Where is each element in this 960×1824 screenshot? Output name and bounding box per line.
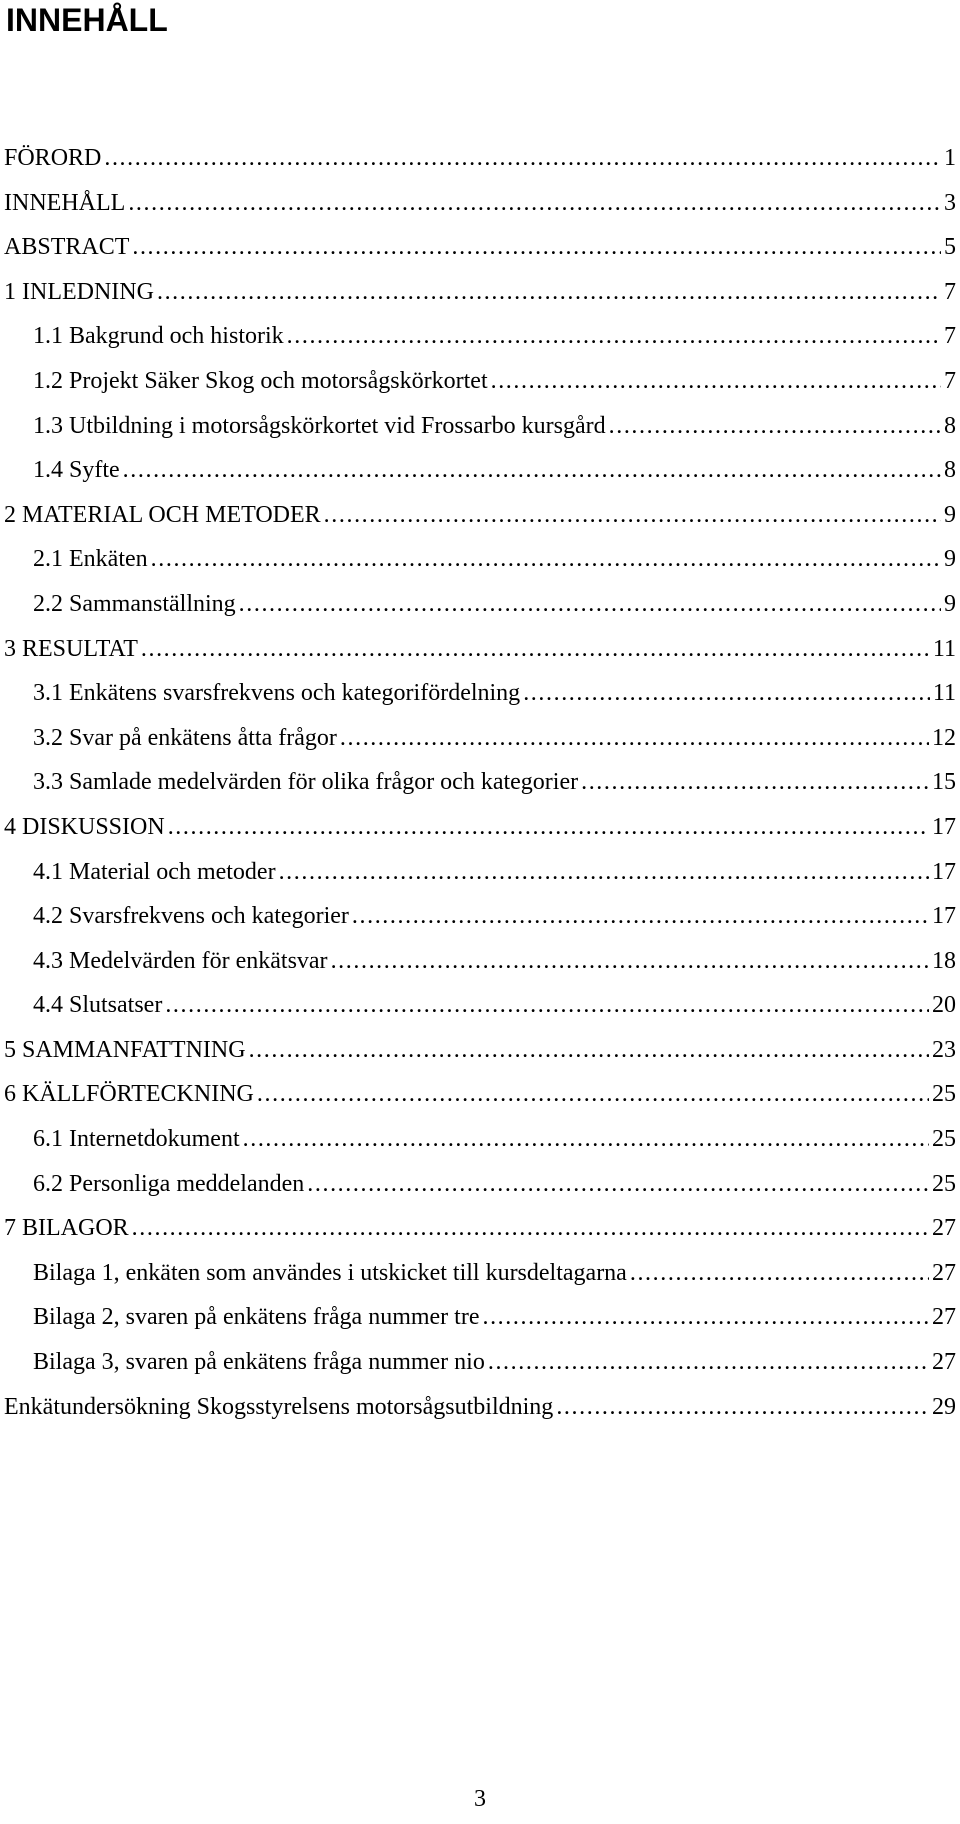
toc-entry-page: 11 (932, 635, 956, 662)
toc-entry-page: 12 (932, 724, 956, 751)
toc-entry[interactable] (0, 859, 960, 904)
toc-entry[interactable] (0, 680, 960, 725)
toc-entry-title: 4.3 Medelvärden för enkätsvar (33, 947, 328, 974)
toc-entry-title: Bilaga 2, svaren på enkätens fråga nummer tre (33, 1304, 480, 1331)
toc-entry[interactable] (0, 1394, 960, 1439)
toc-entry-title: 1.1 Bakgrund och historik (33, 323, 284, 350)
toc-dot-leader (609, 413, 941, 440)
toc-entry-page: 9 (944, 546, 956, 573)
toc-entry-title: 2.1 Enkäten (33, 546, 148, 573)
toc-entry-page: 29 (932, 1393, 956, 1420)
toc-entry-title: 7 BILAGOR (4, 1215, 129, 1242)
toc-entry-title: 1.2 Projekt Säker Skog och motorsågskörkortet (33, 367, 488, 394)
toc-entry[interactable] (0, 992, 960, 1037)
table-of-contents (0, 145, 960, 1438)
toc-entry-page: 17 (932, 858, 956, 885)
toc-entry-page: 27 (932, 1349, 956, 1376)
toc-entry-page: 25 (932, 1126, 956, 1153)
toc-dot-leader (556, 1394, 929, 1421)
toc-dot-leader (352, 903, 929, 930)
toc-dot-leader (630, 1260, 929, 1287)
toc-dot-leader (165, 992, 929, 1019)
toc-entry-title: Enkätundersökning Skogsstyrelsens motorsågsutbildning (4, 1393, 554, 1420)
toc-entry-title: 5 SAMMANFATTNING (4, 1036, 246, 1063)
toc-entry-page: 11 (932, 680, 956, 707)
toc-dot-leader (157, 279, 941, 306)
toc-entry-title: 6 KÄLLFÖRTECKNING (4, 1081, 254, 1108)
toc-dot-leader (523, 680, 930, 707)
toc-entry-title: 6.1 Internetdokument (33, 1126, 240, 1153)
toc-entry-title: INNEHÅLL (4, 189, 126, 216)
toc-entry-page: 27 (932, 1304, 956, 1331)
toc-entry-title: 2 MATERIAL OCH METODER (4, 501, 321, 528)
toc-entry-page: 9 (944, 501, 956, 528)
toc-entry[interactable] (0, 1171, 960, 1216)
toc-entry[interactable] (0, 502, 960, 547)
toc-entry[interactable] (0, 814, 960, 859)
toc-dot-leader (132, 234, 941, 261)
toc-entry-page: 7 (944, 278, 956, 305)
toc-entry-page: 25 (932, 1170, 956, 1197)
toc-entry[interactable] (0, 234, 960, 279)
toc-entry-page: 9 (944, 590, 956, 617)
toc-entry[interactable] (0, 1037, 960, 1082)
toc-entry[interactable] (0, 1260, 960, 1305)
toc-entry-title: 3.1 Enkätens svarsfrekvens och kategorifördelning (33, 680, 521, 707)
toc-entry[interactable] (0, 1081, 960, 1126)
toc-entry[interactable] (0, 636, 960, 681)
toc-entry-page: 25 (932, 1081, 956, 1108)
toc-dot-leader (141, 636, 930, 663)
toc-entry-page: 3 (944, 189, 956, 216)
toc-entry-title: 1.4 Syfte (33, 457, 120, 484)
toc-dot-leader (104, 145, 941, 172)
toc-entry-title: 3.2 Svar på enkätens åtta frågor (33, 724, 337, 751)
toc-entry[interactable] (0, 413, 960, 458)
toc-entry-page: 20 (932, 992, 956, 1019)
toc-entry-page: 8 (944, 457, 956, 484)
toc-dot-leader (257, 1081, 929, 1108)
toc-entry[interactable] (0, 725, 960, 770)
toc-entry-page: 8 (944, 412, 956, 439)
toc-entry[interactable] (0, 323, 960, 368)
toc-entry-page: 27 (932, 1215, 956, 1242)
toc-entry-page: 7 (944, 367, 956, 394)
toc-entry-title: ABSTRACT (4, 234, 130, 261)
page-number: 3 (474, 1786, 486, 1812)
toc-entry[interactable] (0, 948, 960, 993)
toc-dot-leader (132, 1215, 929, 1242)
toc-entry[interactable] (0, 1126, 960, 1171)
toc-entry-title: 1.3 Utbildning i motorsågskörkortet vid Frossarbo kursgård (33, 412, 606, 439)
toc-dot-leader (128, 190, 941, 217)
toc-dot-leader (324, 502, 941, 529)
toc-dot-leader (279, 859, 929, 886)
toc-dot-leader (243, 1126, 929, 1153)
toc-entry-page: 17 (932, 813, 956, 840)
toc-dot-leader (491, 368, 941, 395)
toc-entry-page: 7 (944, 323, 956, 350)
toc-entry-title: 2.2 Sammanställning (33, 590, 236, 617)
toc-entry-title: 4.4 Slutsatser (33, 992, 163, 1019)
toc-entry-page: 1 (944, 145, 956, 171)
toc-entry[interactable] (0, 903, 960, 948)
toc-dot-leader (488, 1349, 929, 1376)
toc-entry-title: Bilaga 3, svaren på enkätens fråga nummer nio (33, 1349, 485, 1376)
toc-entry-title: 4.1 Material och metoder (33, 858, 276, 885)
toc-entry[interactable] (0, 769, 960, 814)
toc-entry[interactable] (0, 1304, 960, 1349)
toc-entry-title: 3 RESULTAT (4, 635, 138, 662)
toc-entry[interactable] (0, 591, 960, 636)
toc-entry[interactable] (0, 190, 960, 235)
toc-dot-leader (307, 1171, 929, 1198)
page-title: INNEHÅLL (6, 2, 168, 38)
toc-entry-page: 23 (932, 1036, 956, 1063)
toc-entry-title: 6.2 Personliga meddelanden (33, 1170, 305, 1197)
toc-entry[interactable] (0, 1349, 960, 1394)
toc-entry-page: 5 (944, 234, 956, 261)
toc-entry[interactable] (0, 457, 960, 502)
toc-entry-title: 3.3 Samlade medelvärden för olika frågor och kategorier (33, 769, 579, 796)
toc-dot-leader (151, 546, 941, 573)
toc-dot-leader (287, 323, 941, 350)
toc-entry-title: Bilaga 1, enkäten som användes i utskicket till kursdeltagarna (33, 1259, 627, 1286)
toc-entry[interactable] (0, 1215, 960, 1260)
toc-entry[interactable] (0, 145, 960, 190)
toc-entry-page: 27 (932, 1259, 956, 1286)
toc-dot-leader (239, 591, 941, 618)
toc-entry-title: 4.2 Svarsfrekvens och kategorier (33, 903, 349, 930)
toc-dot-leader (482, 1304, 929, 1331)
toc-entry[interactable] (0, 279, 960, 324)
toc-entry-title: 4 DISKUSSION (4, 813, 165, 840)
toc-dot-leader (581, 769, 929, 796)
toc-entry-page: 15 (932, 769, 956, 796)
toc-entry-page: 17 (932, 903, 956, 930)
toc-dot-leader (123, 457, 941, 484)
toc-entry-title: 1 INLEDNING (4, 278, 154, 305)
toc-entry[interactable] (0, 546, 960, 591)
toc-entry-page: 18 (932, 947, 956, 974)
toc-dot-leader (331, 948, 929, 975)
toc-dot-leader (168, 814, 929, 841)
toc-dot-leader (249, 1037, 929, 1064)
toc-entry-title: FÖRORD (4, 145, 102, 171)
toc-entry[interactable] (0, 368, 960, 413)
toc-dot-leader (340, 725, 929, 752)
